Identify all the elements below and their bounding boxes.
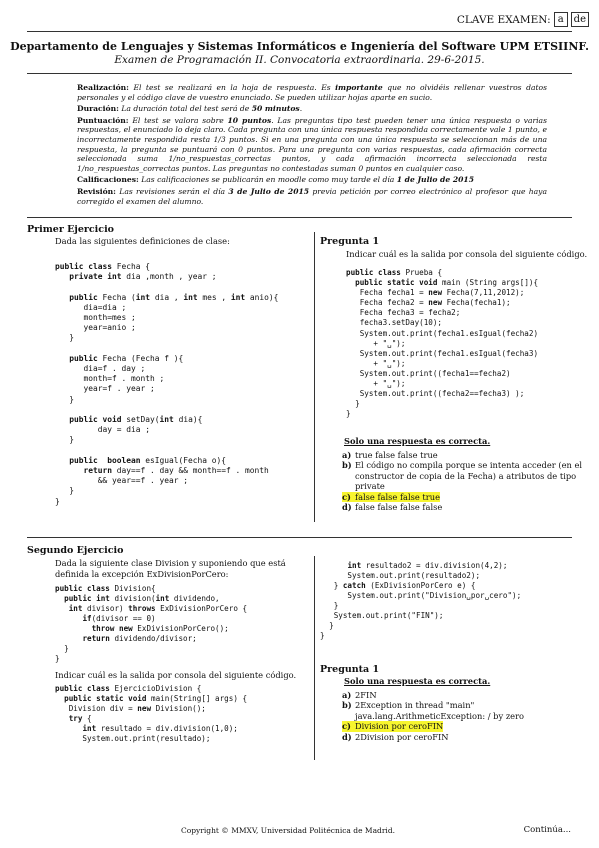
option-b-2[interactable]: b) 2Exception in thread "main" java.lang.ArithmeticException: / by zero [342, 700, 525, 721]
prueba-class-code: public class Prueba { public static void main (String args[]){ Fecha fecha1 = new Fecha(7,11,2012); Fecha fecha2 = new Fecha(fecha1); Fecha fecha3 = fecha2; fecha3.setDay(10); System.out.print(fecha1.esIgual(fecha2) + "␣"); System.out.print(fecha1.esIgual(fecha3) + "␣"); System.out.print((fecha1==fecha2) + "␣"); System.out.print((fecha2==fecha3) ); } } [346, 268, 539, 419]
top-rule [27, 31, 572, 32]
exercise-2-intro: Dada la siguiente clase Division y suponiendo que está definida la excepción ExDivisionPorCero: [55, 558, 286, 579]
question-1-title: Pregunta 1 [320, 236, 380, 247]
fecha-class-code: public class Fecha { private int dia ,month , year ; public Fecha (int dia , int mes , int anio){ dia=dia ; month=mes ; year=anio ; } public Fecha (Fecha f ){ dia=f . day ; month=f . month ; year=f . year ; } public void setDay(int dia){ day = dia ; } public boolean esIgual(Fecha o){ return day==f . day && month==f . month && year==f . year ; } } [55, 262, 279, 506]
instructions-rule [27, 217, 572, 218]
copyright-footer: Copyright © MMXV, Universidad Politécnica de Madrid. [181, 826, 396, 835]
question-2-answers [320, 672, 590, 742]
option-d-2[interactable]: d) 2Division por ceroFIN [342, 731, 449, 742]
ejercicio-division-code: public class EjercicioDivision { public static void main(String[] args) { Division div = new Division(); try { int resultado = div.division(1,0); System.out.print(resultado); [55, 684, 248, 743]
question-1-answers [320, 432, 590, 512]
question-1-intro: Indicar cuál es la salida por consola del siguiente código. [346, 249, 588, 259]
division-class-code: public class Division{ public int division(int dividendo, int divisor) throws ExDivisionPorCero { if(divisor == 0) throw new ExDivisionPorCero(); return dividendo/divisor; } } [55, 584, 248, 663]
question-2-title: Pregunta 1 [320, 664, 380, 675]
exam-key-box-2: de [571, 12, 589, 27]
instructions-block: Realización: El test se realizará en la hoja de respuesta. Es importante que no olvidéis rellenar vuestros datos personales y el código clave de vuestro enunciado. Se pueden utilizar hojas aparte en sucio. Duración: La duración total del test será de 50 minutos. Puntuación: El test se valora sobre 10 puntos. Las preguntas tipo test pueden tener una única respuesta o varias respuestas, el enunciado lo deja claro. Cada pregunta con una única respuesta respondida correctamente vale 1 punto, e incorrectamente respondida resta 1/3 puntos. Si en una pregunta con una única respuesta se seleccionan más de una respuesta, la pregunta se puntuará con 0 puntos. Para una pregunta con varias respuestas, cada afirmación correcta seleccionada suma 1/no_respuestas_correctas puntos, y cada afirmación incorrecta seleccionada resta 1/no_respuestas_correctas puntos. Las preguntas no contestadas suman 0 puntos en cualquier caso. Calificaciones: Las calificaciones se publicarán en moodle como muy tarde el día 1 de Julio de 2015 Revisión: Las revisiones serán el día 3 de Julio de 2015 previa petición por correo electrónico al profesor que haya corregido el examen del alumno. [77, 83, 547, 206]
exercise-1-title: Primer Ejercicio [27, 224, 115, 235]
page-header [0, 40, 599, 66]
single-answer-note: Solo una respuesta es correcta. [344, 436, 491, 446]
exercise-2-title: Segundo Ejercicio [27, 545, 124, 556]
column-divider-2 [314, 556, 315, 760]
exercise-1-intro: Dada las siguientes definiciones de clase: [55, 236, 230, 246]
option-d[interactable]: d) false false false false [342, 502, 443, 513]
option-a-2[interactable]: a) 2FIN [342, 690, 377, 700]
exam-key-box-1: a [554, 12, 568, 27]
exam-subtitle: Examen de Programación II. Convocatoria extraordinaria. 29-6-2015. [114, 54, 485, 66]
header-rule [27, 73, 572, 74]
option-b[interactable]: b) El código no compila porque se intenta acceder (en el constructor de copia de la Fecha) a atributos de tipo private [342, 460, 583, 492]
exam-key-label: CLAVE EXAMEN: [456, 13, 551, 26]
column-divider-1 [314, 232, 315, 522]
exam-key [457, 12, 589, 27]
option-c-2[interactable]: c) Division por ceroFIN [342, 721, 444, 732]
department-title: Departamento de Lenguajes y Sistemas Informáticos e Ingeniería del Software UPM ETSIINF. [10, 40, 589, 53]
continue-label: Continúa... [523, 825, 571, 835]
section-rule [27, 537, 572, 538]
option-c[interactable]: c) false false false true [342, 491, 440, 502]
option-a[interactable]: a) true false false true [342, 450, 438, 460]
ejercicio-division-code-cont: int resultado2 = div.division(4,2); System.out.print(resultado2); } catch (ExDivisionPorCero e) { System.out.print("Division␣por␣cero"); } System.out.print("FIN"); } } [320, 561, 522, 640]
exercise-2-intro2: Indicar cuál es la salida por consola del siguiente código. [55, 670, 297, 680]
single-answer-note-2: Solo una respuesta es correcta. [344, 676, 491, 686]
